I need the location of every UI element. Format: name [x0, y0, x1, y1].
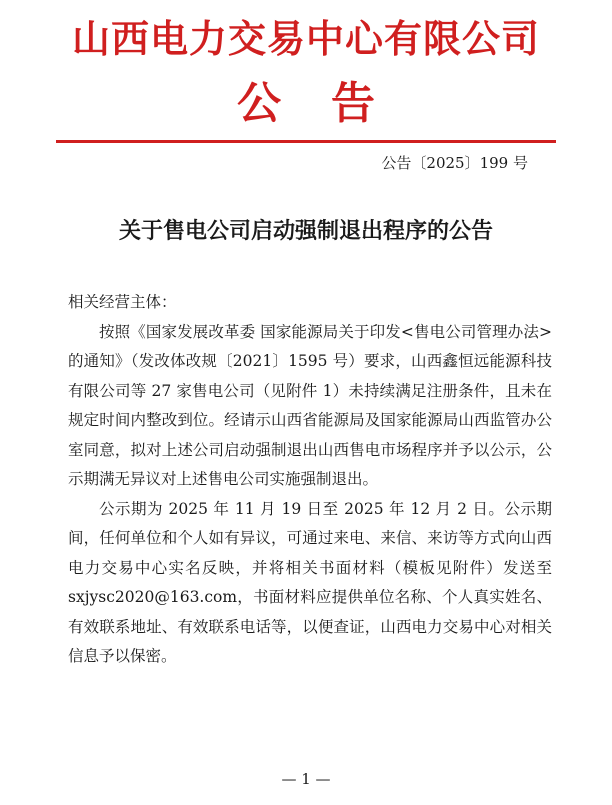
document-number: 公告〔2025〕199 号: [381, 154, 528, 172]
header-divider: [56, 140, 556, 143]
organization-header: 山西电力交易中心有限公司: [71, 17, 540, 61]
body-paragraph: 按照《国家发展改革委 国家能源局关于印发<售电公司管理办法>的通知》（发改体改规〔2021〕1595 号）要求，山西鑫恒远能源科技有限公司等 27 家售电公司（见附件 1）未持续满足注册条件，且未在规定时间内整改到位。经请示山西省能源局及国家能源局山西监管办公室同意，拟对上述公司启动强制退出山西售电市场程序并予以公示，公示期满无异议对上述售电公司实施强制退出。: [68, 322, 552, 488]
page-number: — 1 —: [281, 770, 331, 788]
announcement-body: [68, 288, 552, 672]
document-type-header: 公告: [237, 78, 425, 129]
salutation: 相关经营主体：: [68, 293, 177, 311]
body-paragraph: 公示期为 2025 年 11 月 19 日至 2025 年 12 月 2 日。公示期间，任何单位和个人如有异议，可通过来电、来信、来访等方式向山西电力交易中心实名反映，并将相关书面材料（模板见附件）发送至 sxjysc2020@163.com，书面材料应提供单位名称、个人真实姓名、有效联系地址、有效联系电话等，以便查证，山西电力交易中心对相关信息予以保密。: [68, 499, 552, 665]
announcement-title: 关于售电公司启动强制退出程序的公告: [118, 219, 493, 244]
